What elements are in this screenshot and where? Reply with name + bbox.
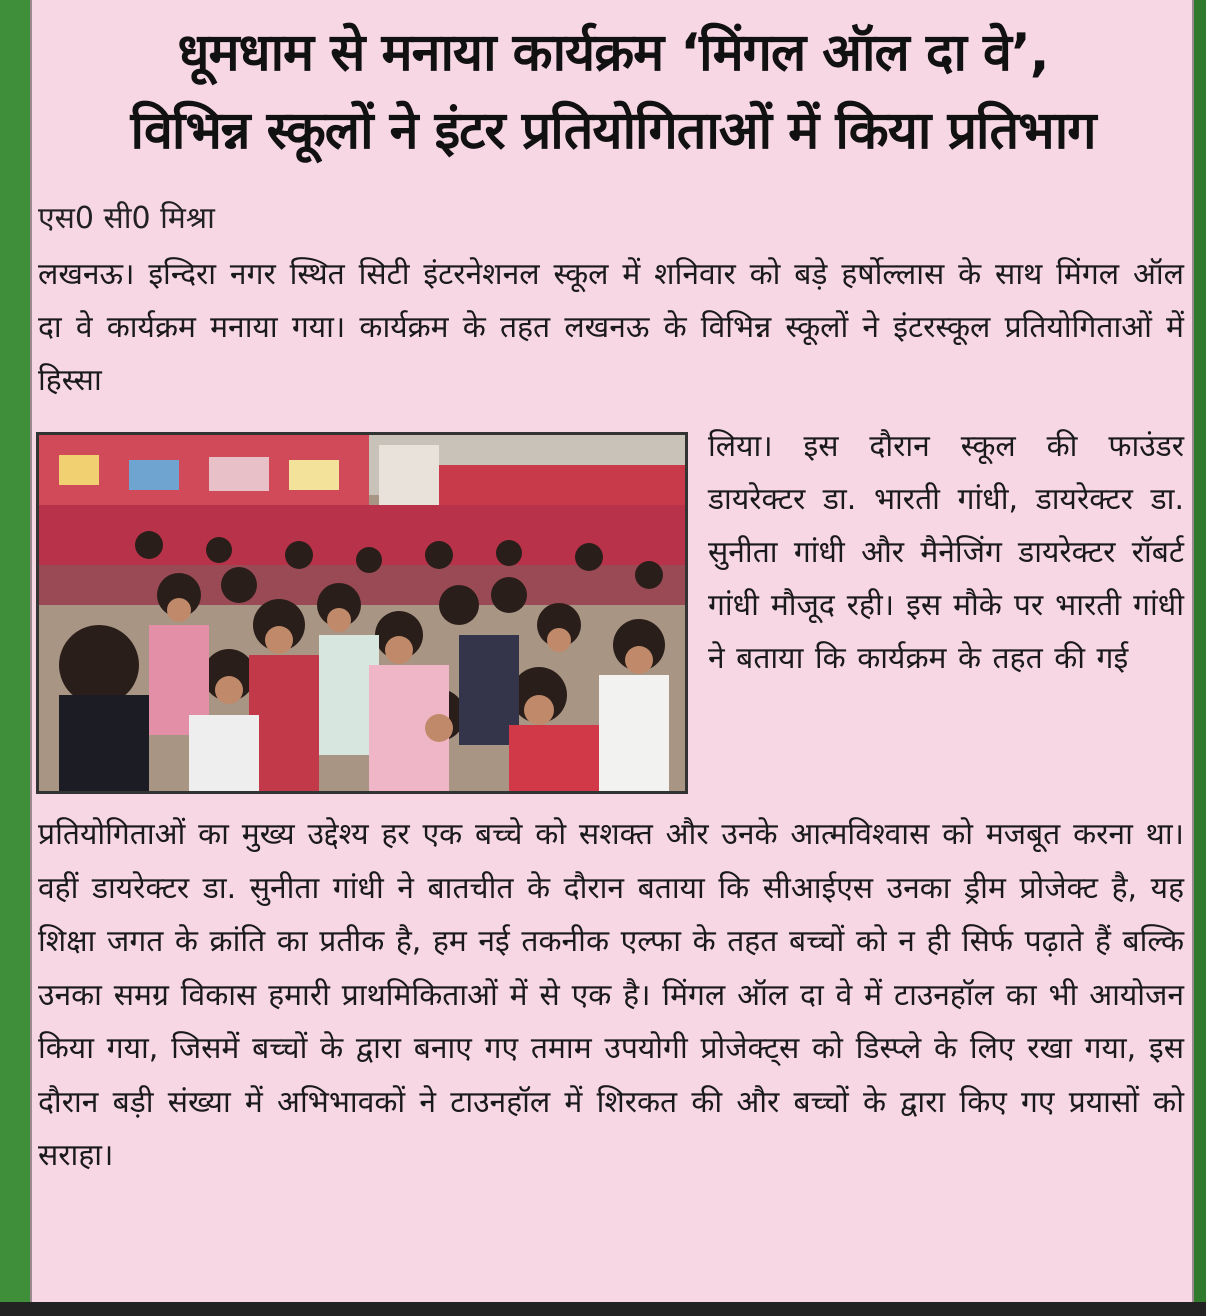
left-frame-border [0,0,30,1316]
byline: एस0 सी0 मिश्रा [38,201,215,236]
right-frame-border [1192,0,1206,1316]
next-article-edge [0,1302,1206,1316]
article-paragraph-top: लखनऊ। इन्दिरा नगर स्थित सिटी इंटरनेशनल स्कूल में शनिवार को बड़े हर्षोल्लास के साथ मिंगल ऑल दा वे कार्यक्रम मनाया गया। कार्यक्रम के तहत लखनऊ के विभिन्न स्कूलों ने इंटरस्कूल प्रतियोगिताओं में हिस्सा [38,257,1184,398]
article-paragraph-bottom: प्रतियोगिताओं का मुख्य उद्देश्य हर एक बच्चे को सशक्त और उनके आत्मविश्वास को मजबूत करना था। वहीं डायरेक्टर डा. सुनीता गांधी ने बातचीत के दौरान बताया कि सीआईएस उनका ड्रीम प्रोजेक्ट है, यह शिक्षा जगत के क्रांति का प्रतीक है, हम नई तकनीक एल्फा के तहत बच्चों को न ही सिर्फ पढ़ाते हैं बल्कि उनका समग्र विकास हमारी प्राथमिकिताओं में से एक है। मिंगल ऑल दा वे में टाउनहॉल का भी आयोजन किया गया, जिसमें बच्चों के द्वारा बनाए गए तमाम उपयोगी प्रोजेक्ट्स को डिस्प्ले के लिए रखा गया, इस दौरान बड़ी संख्या में अभिभावकों ने टाउनहॉल में शिरकत की और बच्चों के द्वारा किए गए प्रयासों को सराहा। [38,817,1184,1173]
headline [38,14,1188,170]
headline-line-1: धूमधाम से मनाया कार्यक्रम ‘मिंगल ऑल दा वे’, [177,23,1049,83]
event-photo [36,432,688,794]
newspaper-clipping [30,0,1194,1302]
article-paragraph-right: लिया। इस दौरान स्कूल की फाउंडर डायरेक्टर डा. भारती गांधी, डायरेक्टर डा. सुनीता गांधी और मैनेजिंग डायरेक्टर रॉबर्ट गांधी मौजूद रही। इस मौके पर भारती गांधी ने बताया कि कार्यक्रम के तहत की गई [708,429,1184,676]
headline-line-2: विभिन्न स्कूलों ने इंटर प्रतियोगिताओं में किया प्रतिभाग [130,101,1096,161]
audience-photo-illustration [39,435,685,791]
